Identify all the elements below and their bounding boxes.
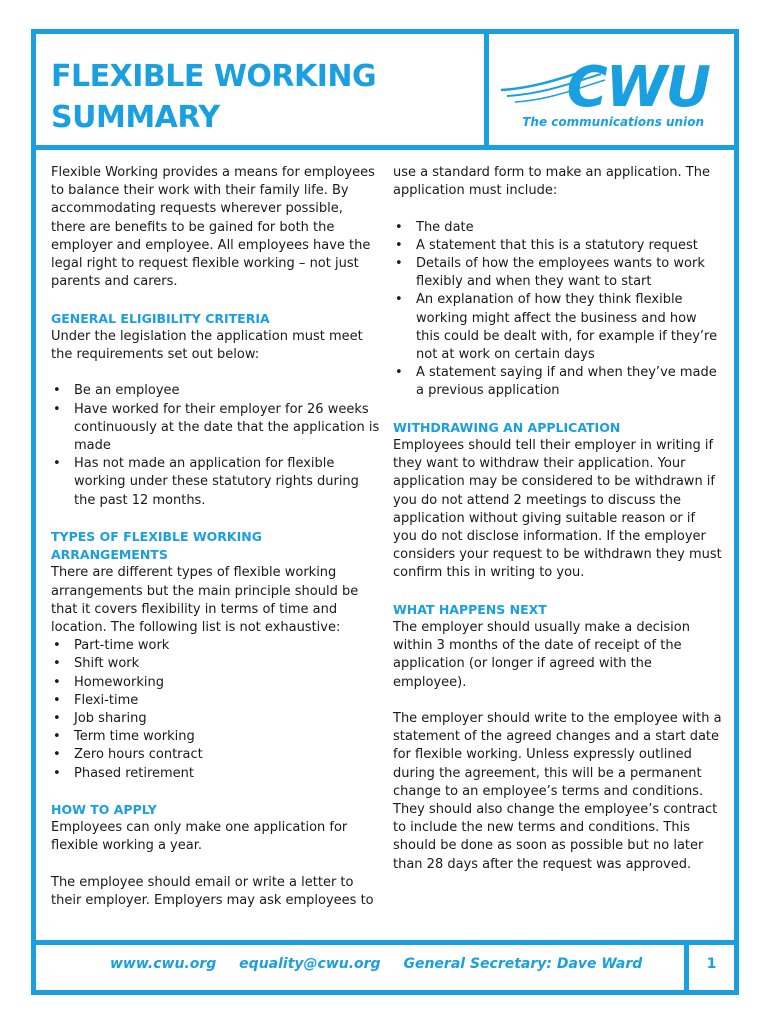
footer-rule bbox=[31, 940, 739, 945]
header-rule bbox=[31, 145, 739, 150]
what-next-text-2: The employer should write to the employee with a statement of the agreed changes and a start date for flexible working. Unless expressly outlined during the agreement, this will be a permanent change to an employee’s terms and conditions. They should also change the employee’s contract to include the new terms and conditions. This should be done as soon as possible but no later than 28 days after the request was approved. bbox=[393, 711, 722, 872]
list-item: • Homeworking bbox=[51, 674, 381, 692]
list-item: • Phased retirement bbox=[51, 765, 381, 783]
withdrawing-text: Employees should tell their employer in writing if they want to withdraw their application. Your application may be considered to be withdrawn if you do not attend 2 meetings to discuss the application without giving suitable reason or if you do not disclose information. If the employer considers your request to be withdrawn they must confirm this in writing to you. bbox=[393, 438, 722, 581]
title-line-2: SUMMARY bbox=[51, 100, 220, 135]
list-item: • Details of how the employees wants to work flexibly and when they want to start bbox=[393, 255, 723, 291]
email-link[interactable]: equality@cwu.org bbox=[239, 956, 381, 972]
list-item: • Zero hours contract bbox=[51, 746, 381, 764]
intro-paragraph: Flexible Working provides a means for employees to balance their work with their family life. By accommodating requests wherever possible, there are benefits to be gained for both the employer and employee. All employees have the legal right to request flexible working – not just parents and carers. bbox=[51, 165, 375, 290]
eligibility-heading: GENERAL ELIGIBILITY CRITERIA bbox=[51, 310, 270, 326]
list-item: • Term time working bbox=[51, 728, 381, 746]
what-next-text-1: The employer should usually make a decision within 3 months of the date of receipt of the application (or longer if agreed with the employee). bbox=[393, 620, 690, 690]
list-item: • Shift work bbox=[51, 655, 381, 673]
list-item: • Job sharing bbox=[51, 710, 381, 728]
application-includes-list bbox=[393, 219, 723, 401]
what-next-heading: WHAT HAPPENS NEXT bbox=[393, 601, 547, 617]
list-item: • Flexi-time bbox=[51, 692, 381, 710]
list-item: • Part-time work bbox=[51, 637, 381, 655]
list-item: • The date bbox=[393, 219, 723, 237]
footer-links bbox=[110, 956, 670, 972]
list-item: • A statement that this is a statutory request bbox=[393, 237, 723, 255]
continued-paragraph: use a standard form to make an application. The application must include: bbox=[393, 165, 710, 199]
website-link[interactable]: www.cwu.org bbox=[110, 956, 217, 972]
page-number: 1 bbox=[706, 956, 717, 972]
withdrawing-heading: WITHDRAWING AN APPLICATION bbox=[393, 419, 621, 435]
eligibility-text: Under the legislation the application must meet the requirements set out below: bbox=[51, 328, 363, 363]
list-item: • Be an employee bbox=[51, 382, 381, 400]
right-column bbox=[393, 164, 723, 874]
types-text: There are different types of flexible working arrangements but the main principle should be that it covers flexibility in terms of time and location. The following list is not exhaustive: bbox=[51, 565, 359, 636]
list-item: • Have worked for their employer for 26 weeks continuously at the date that the application is made bbox=[51, 401, 381, 456]
list-item: • Has not made an application for flexible working under these statutory rights during the past 12 months. bbox=[51, 455, 381, 510]
how-to-apply-heading: HOW TO APPLY bbox=[51, 802, 157, 818]
page-title bbox=[51, 56, 471, 138]
types-heading: TYPES OF FLEXIBLE WORKING ARRANGEMENTS bbox=[51, 529, 262, 563]
list-item: • A statement saying if and when they’ve made a previous application bbox=[393, 364, 723, 400]
title-line-1: FLEXIBLE WORKING bbox=[51, 59, 377, 94]
header-divider bbox=[484, 29, 489, 150]
left-column bbox=[51, 164, 381, 910]
how-to-apply-text-1: Employees can only make one application for flexible working a year. bbox=[51, 820, 348, 854]
types-list bbox=[51, 637, 381, 783]
logo-text: CWU bbox=[566, 55, 709, 120]
general-secretary: General Secretary: Dave Ward bbox=[403, 956, 643, 972]
logo-tagline: The communications union bbox=[522, 115, 704, 129]
eligibility-list bbox=[51, 382, 381, 509]
list-item: • An explanation of how they think flexible working might affect the business and how this could be dealt with, for example if they’re not at work on certain days bbox=[393, 291, 723, 364]
how-to-apply-text-2: The employee should email or write a letter to their employer. Employers may ask employees to bbox=[51, 874, 374, 909]
